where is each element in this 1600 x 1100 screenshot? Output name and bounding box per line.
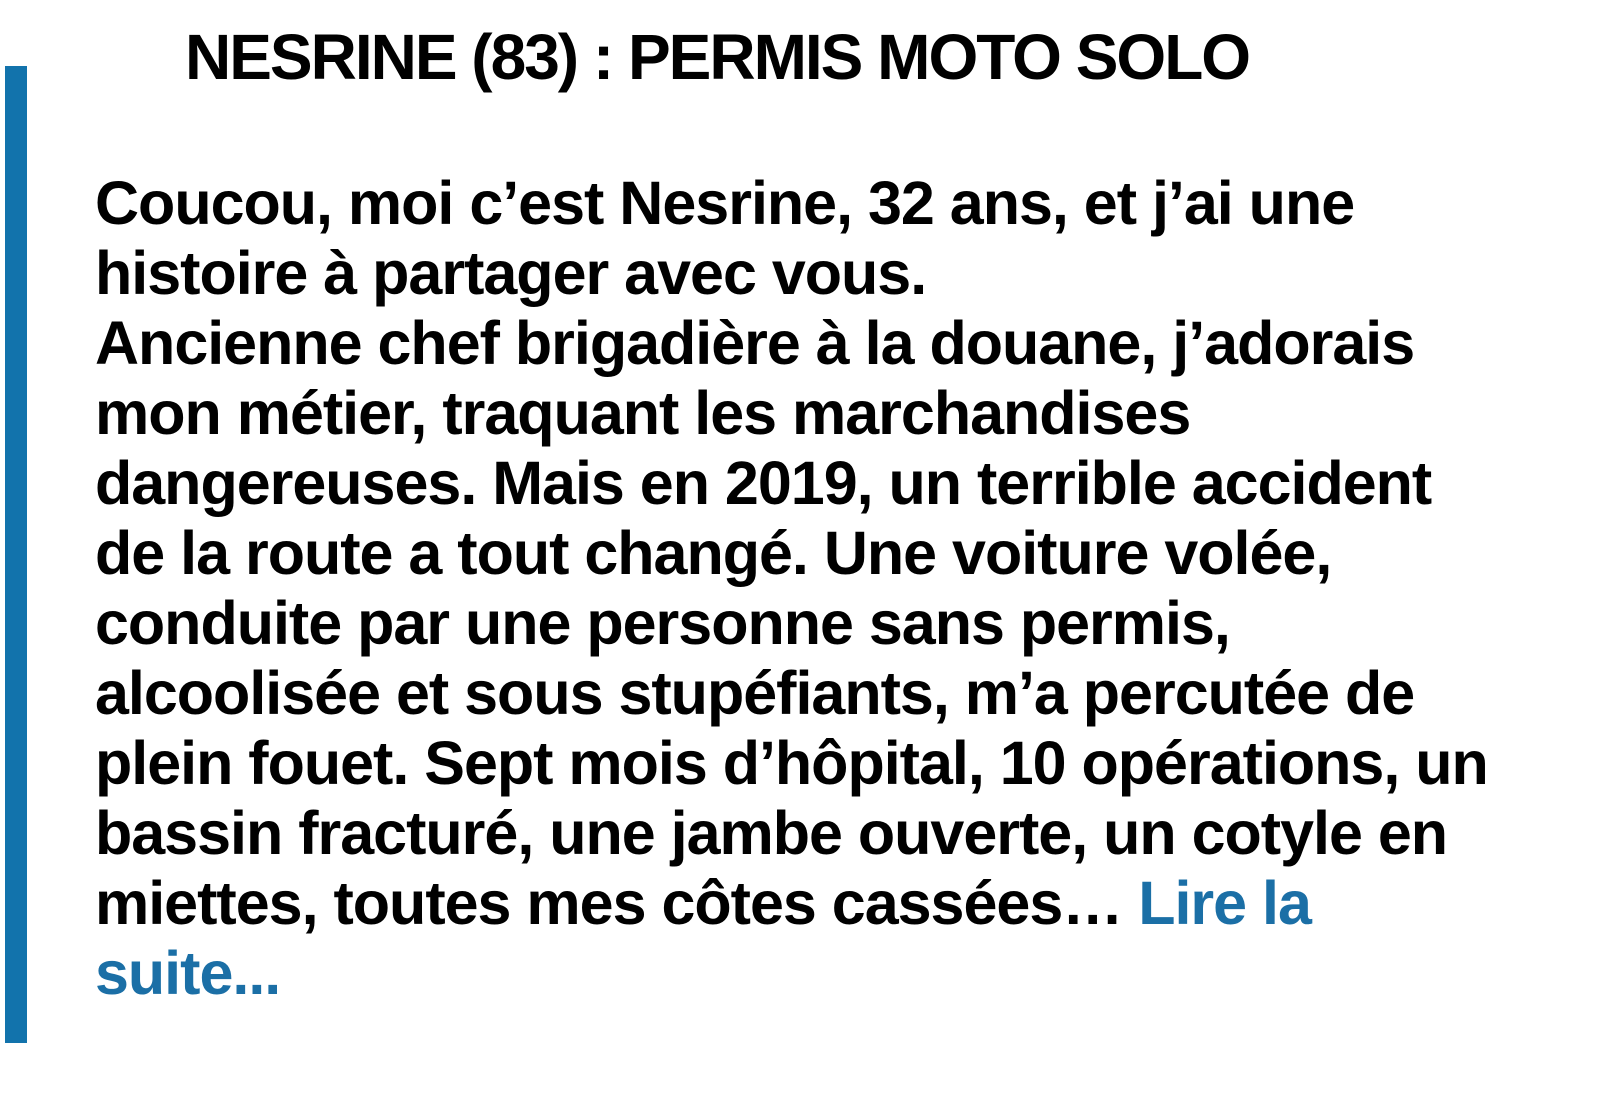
body-line-text: miettes, toutes mes côtes cassées… — [95, 869, 1139, 937]
body-line — [95, 308, 1565, 378]
left-accent-bar — [5, 66, 27, 1043]
story-paragraph — [95, 168, 1565, 1008]
body-line-text: mon métier, traquant les marchandises — [95, 379, 1191, 447]
body-line — [95, 378, 1565, 448]
body-line — [95, 238, 1565, 308]
body-line — [95, 658, 1565, 728]
body-line — [95, 868, 1565, 938]
body-line — [95, 798, 1565, 868]
read-more-link[interactable]: suite... — [95, 939, 281, 1007]
body-line — [95, 448, 1565, 518]
body-line — [95, 938, 1565, 1008]
body-line-text: Ancienne chef brigadière à la douane, j’adorais — [95, 309, 1415, 377]
body-line — [95, 588, 1565, 658]
body-line-text: dangereuses. Mais en 2019, un terrible accident — [95, 449, 1432, 517]
body-line — [95, 728, 1565, 798]
body-line-text: plein fouet. Sept mois d’hôpital, 10 opérations, un — [95, 729, 1488, 797]
body-line-text: alcoolisée et sous stupéfiants, m’a percutée de — [95, 659, 1415, 727]
read-more-link[interactable]: Lire la — [1138, 869, 1311, 937]
body-line — [95, 518, 1565, 588]
page-title: NESRINE (83) : PERMIS MOTO SOLO — [185, 21, 1250, 93]
body-line-text: histoire à partager avec vous. — [95, 239, 927, 307]
body-line-text: bassin fracturé, une jambe ouverte, un cotyle en — [95, 799, 1448, 867]
body-line-text: conduite par une personne sans permis, — [95, 589, 1230, 657]
body-line-text: Coucou, moi c’est Nesrine, 32 ans, et j’ai une — [95, 169, 1355, 237]
body-line-text: de la route a tout changé. Une voiture volée, — [95, 519, 1332, 587]
body-line — [95, 168, 1565, 238]
